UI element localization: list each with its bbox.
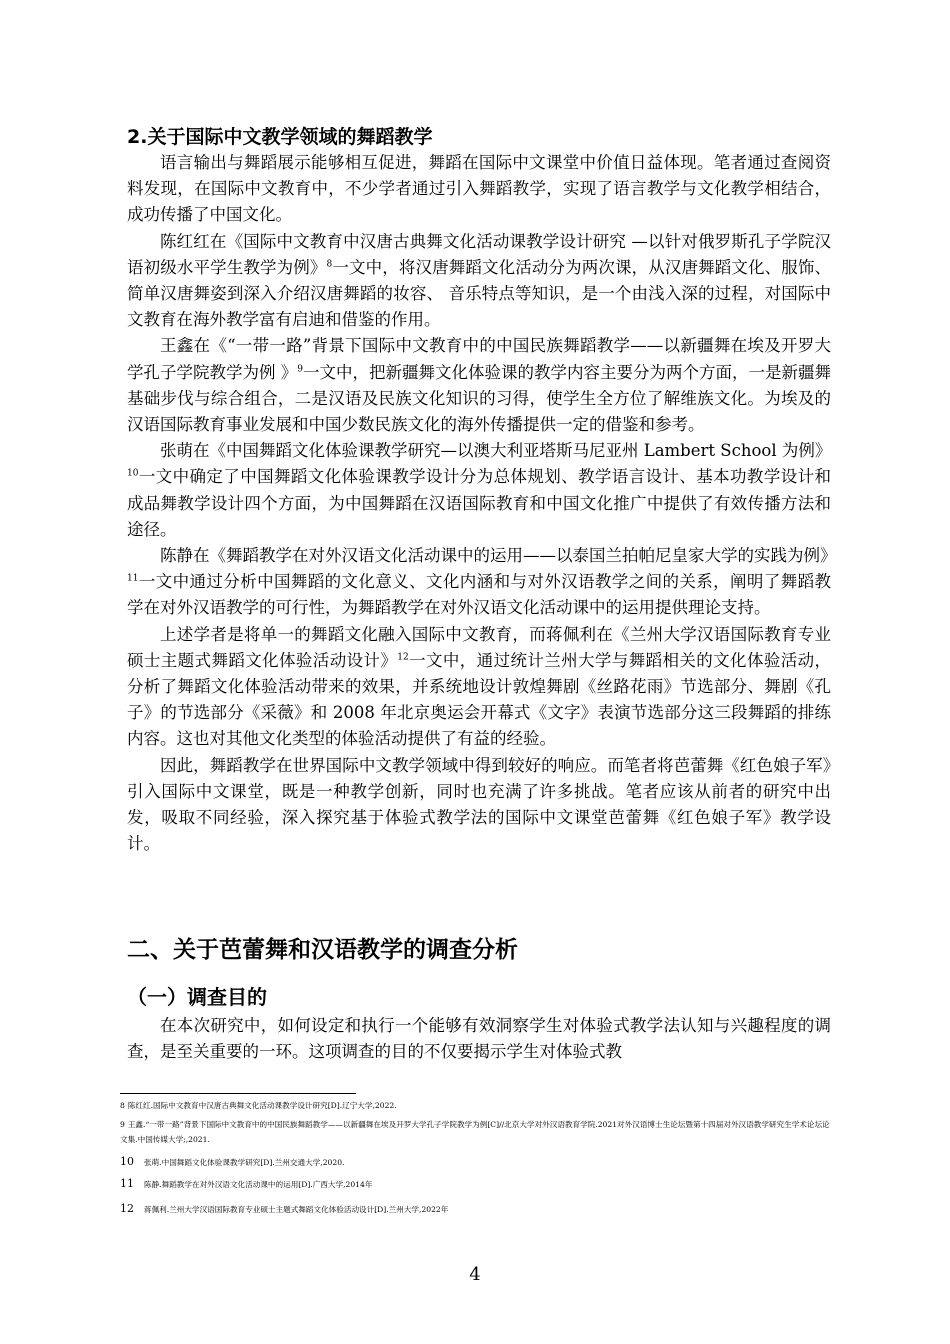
body-text — [127, 150, 837, 857]
footnote-text: 张萌.中国舞蹈文化体验课教学研究[D].兰州交通大学,2020. — [144, 1158, 345, 1167]
subsection-heading: （一）调查目的 — [127, 985, 267, 1009]
paragraph-text: 陈静在《舞蹈教学在对外汉语文化活动课中的运用——以泰国兰拍帕尼皇家大学的实践为例》 — [160, 546, 837, 566]
paragraph-text: 一文中通过分析中国舞蹈的文化意义、文化内涵和与对外汉语教学之间的关系，阐明了舞蹈教学在对外汉语教学的可行性，为舞蹈教学在对外汉语文化活动课中的运用提供理论支持。 — [127, 572, 831, 618]
footnote-11 — [120, 1176, 835, 1192]
paragraph-chen-honghong — [127, 229, 831, 334]
chapter-heading: 二、关于芭蕾舞和汉语教学的调查分析 — [127, 937, 518, 963]
footnote-text: 王鑫.“一带一路”背景下国际中文教育中的中国民族舞蹈教学——以新疆舞在埃及开罗大学孔子学院教学为例[C]//北京大学对外汉语教育学院.2021对外汉语博士生论坛暨第十四届对外汉语教学研究生学术论坛论文集.中国传媒大学;,2021. — [120, 1120, 830, 1144]
paragraph-text: 陈红红在《国际中文教育中汉唐古典舞文化活动课教学设计研究 —以针对俄罗斯孔子学院汉语初级水平学生教学为例》 — [127, 231, 831, 277]
footnote-number: 8 — [120, 1101, 125, 1110]
footnote-ref[interactable]: 8 — [326, 259, 333, 270]
paragraph-conclusion: 因此，舞蹈教学在世界国际中文教学领域中得到较好的响应。而笔者将芭蕾舞《红色娘子军》引入国际中文课堂，既是一种教学创新，同时也充满了许多挑战。笔者应该从前者的研究中出发，吸取不同经验，深入探究基于体验式教学法的国际中文课堂芭蕾舞《红色娘子军》教学设计。 — [127, 755, 831, 854]
footnote-text: 陈红红.国际中文教育中汉唐古典舞文化活动课教学设计研究[D].辽宁大学,2022. — [127, 1101, 397, 1110]
section-title: 2.关于国际中文教学领域的舞蹈教学 — [127, 126, 433, 148]
footnote-8 — [120, 1098, 835, 1113]
footnote-12 — [120, 1201, 835, 1217]
footnote-number: 11 — [120, 1177, 134, 1190]
footnote-ref[interactable]: 12 — [397, 652, 409, 663]
footnote-number: 10 — [120, 1155, 134, 1168]
paragraph-intro: 语言输出与舞蹈展示能够相互促进，舞蹈在国际中文课堂中价值日益体现。笔者通过查阅资料发现，在国际中文教育中，不少学者通过引入舞蹈教学，实现了语言教学与文化教学相结合，成功传播了中国文化。 — [127, 153, 831, 225]
page-number: 4 — [469, 1264, 481, 1285]
paragraph-text: 王鑫在《“一带一路”背景下国际中文教育中的中国民族舞蹈教学——以新疆舞在埃及开罗大学孔子学院教学为例 》 — [127, 336, 831, 382]
footnote-text: 陈静.舞蹈教学在对外汉语文化活动课中的运用[D].广西大学,2014年 — [144, 1180, 373, 1189]
paragraph-text: 上述学者是将单一的舞蹈文化融入国际中文教育，而蒋佩利在《兰州大学汉语国际教育专业硕士主题式舞蹈文化体验活动设计》 — [127, 624, 831, 670]
paragraph-zhang-meng — [127, 438, 831, 543]
footnote-ref[interactable]: 10 — [127, 468, 139, 479]
paragraph-chen-jing — [127, 543, 837, 622]
footnote-divider — [120, 1093, 356, 1094]
paragraph-text: 一文中，通过统计兰州大学与舞蹈相关的文化体验活动，分析了舞蹈文化体验活动带来的效果，并系统地设计敦煌舞剧《丝路花雨》节选部分、舞剧《孔子》的节选部分《采薇》和 2008 年北京奥运会开幕式《文字》表演节选部分这三段舞蹈的排练内容。这也对其他文化类型的体验活动提供了有益的经验。 — [127, 650, 832, 749]
footnote-9 — [120, 1117, 835, 1147]
footnote-text: 蒋佩利.兰州大学汉语国际教育专业硕士主题式舞蹈文化体验活动设计[D].兰州大学,2022年 — [144, 1205, 449, 1214]
paragraph-jiang-peili — [127, 622, 831, 753]
paragraph-text: 一文中，将汉唐舞蹈文化活动分为两次课，从汉唐舞蹈文化、服饰、简单汉唐舞姿到深入介绍汉唐舞蹈的妆容、 音乐特点等知识，是一个由浅入深的过程，对国际中文教育在海外教学富有启迪和借鉴的作用。 — [127, 257, 832, 330]
paragraph-text: 一文中确定了中国舞蹈文化体验课教学设计分为总体规划、教学语言设计、基本功教学设计和成品舞教学设计四个方面，为中国舞蹈在汉语国际教育和中国文化推广中提供了有效传播方法和途径。 — [127, 467, 831, 539]
footnote-number: 12 — [120, 1202, 134, 1215]
footnote-number: 9 — [120, 1120, 125, 1129]
footnote-10 — [120, 1154, 835, 1170]
paragraph-text: 一文中，把新疆舞文化体验课的教学内容主要分为两个方面，一是新疆舞基础步伐与综合组合，二是汉语及民族文化知识的习得，使学生全方位了解维族文化。为埃及的汉语国际教育事业发展和中国少数民族文化的海外传播提供一定的借鉴和参考。 — [127, 362, 831, 435]
paragraph-survey-purpose: 在本次研究中，如何设定和执行一个能够有效洞察学生对体验式教学法认知与兴趣程度的调查，是至关重要的一环。这项调查的目的不仅要揭示学生对体验式教 — [127, 1016, 831, 1062]
paragraph-wang-xin — [127, 333, 831, 438]
footnote-ref[interactable]: 11 — [127, 573, 139, 584]
paragraph-text: 张萌在《中国舞蹈文化体验课教学研究—以澳大利亚塔斯马尼亚州 Lambert School 为例》 — [160, 441, 832, 461]
body-text-continued — [127, 1013, 831, 1065]
footnote-ref[interactable]: 9 — [297, 364, 303, 375]
